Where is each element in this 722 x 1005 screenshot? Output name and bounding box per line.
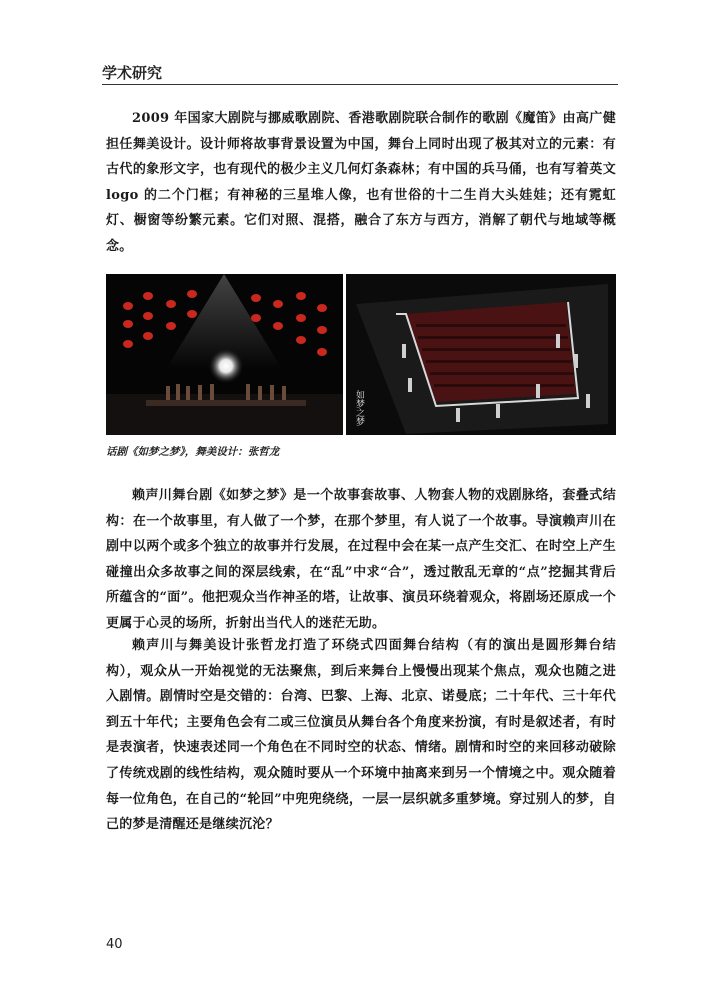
page-header (102, 62, 618, 83)
paragraph-2: 赖声川舞台剧《如梦之梦》是一个故事套故事、人物套人物的戏剧脉络，套叠式结构：在一个故事里，有人做了一个梦，在那个梦里，有人说了一个故事。导演赖声川在剧中以两个或多个独立的故事并行发展，在过程中会在某一点产生交汇、在时空上产生碰撞出众多故事之间的深层线索，在“乱”中求“合”，透过散乱无章的“点”挖掘其背后所蕴含的“面”。他把观众当作神圣的塔，让故事、演员环绕着观众，将剧场还原成一个更属于心灵的场所，折射出当代人的迷茫无助。 (106, 488, 616, 631)
figure-caption: 话剧《如梦之梦》，舞美设计：张哲龙 (106, 446, 280, 458)
stage-photo-lanterns (106, 274, 343, 435)
page-number: 40 (106, 937, 123, 952)
header-divider (102, 84, 618, 85)
paragraph-3: 赖声川与舞美设计张哲龙打造了环绕式四面舞台结构（有的演出是圆形舞台结构），观众从一开始视觉的无法聚焦，到后来舞台上慢慢出现某个焦点，观众也随之进入剧情。剧情时空是交错的：台湾、巴黎、上海、北京、诺曼底；二十年代、三十年代到五十年代；主要角色会有二或三位演员从舞台各个角度来扮演，有时是叙述者，有时是表演者，快速表述同一个角色在不同时空的状态、情绪。剧情和时空的来回移动破除了传统戏剧的线性结构，观众随时要从一个环境中抽离来到另一个情境之中。观众随着每一位角色，在自己的“轮回”中兜兜绕绕，一层一层织就多重梦境。穿过别人的梦，自己的梦是清醒还是继续沉沦？ (106, 638, 616, 833)
stage-photo-audience (346, 274, 616, 435)
section-title: 学术研究 (102, 64, 163, 82)
photo-overlay-title: 如梦之梦 (354, 390, 364, 426)
paragraph-1: 2009 年国家大剧院与挪威歌剧院、香港歌剧院联合制作的歌剧《魔笛》由高广健担任舞美设计。设计师将故事背景设置为中国，舞台上同时出现了极其对立的元素：有古代的象形文字，也有现代的极少主义几何灯条森林；有中国的兵马俑，也有写着英文 logo 的二个门框；有神秘的三星堆人像，也有世俗的十二生肖大头娃娃；还有霓虹灯、橱窗等纷繁元素。它们对照、混搭，融合了东方与西方，消解了朝代与地域等概念。 (106, 111, 616, 254)
